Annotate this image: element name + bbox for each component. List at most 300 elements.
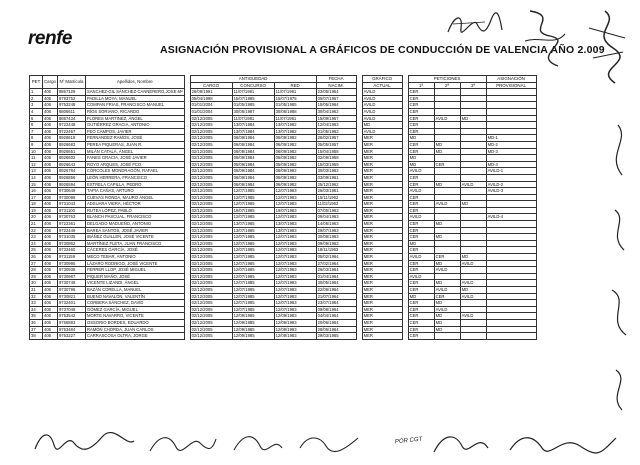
cell-cargo: 406: [43, 201, 58, 208]
signature-top-right-2: [585, 8, 630, 88]
cell-actual: MER: [362, 273, 402, 280]
table-row: [30, 267, 537, 274]
cell-nombre: CÓRCOLES MONDRAGÓN, RAFAEL: [85, 168, 184, 175]
cell-p1: CER: [408, 300, 434, 307]
cell-cargo_d: 02/12/2005: [190, 267, 232, 274]
cell-red: 12/09/1983: [274, 313, 316, 320]
cell-cargo: 406: [43, 273, 58, 280]
cell-nacim: 14/06/1963: [316, 221, 356, 228]
cell-cargo_d: 02/12/2005: [190, 141, 232, 148]
cell-pet: 6: [30, 122, 43, 129]
cell-concurso: 12/07/1985: [232, 293, 274, 300]
cell-concurso: 12/07/1985: [232, 260, 274, 267]
cell-mat: 9753484: [57, 326, 85, 333]
cell-actual: MD: [362, 122, 402, 129]
cell-concurso: 06/09/1984: [232, 181, 274, 188]
cell-p3: [460, 333, 486, 340]
signature-right-margin: [600, 120, 638, 420]
cell-actual: MER: [362, 148, 402, 155]
header-antiguedad: ANTIGUEDAD: [190, 76, 316, 83]
cell-mat: 9730987: [57, 273, 85, 280]
cell-nacim: 23/05/1954: [316, 89, 356, 96]
cell-p1: CER: [408, 234, 434, 241]
cell-p2: AVILD: [434, 306, 460, 313]
cell-cargo_d: 02/12/2005: [190, 260, 232, 267]
cell-p3: [460, 267, 486, 274]
header-cargo-date: CARGO: [190, 82, 232, 89]
cell-nombre: FANES GRACIA, JOSÉ JAVIER: [85, 155, 184, 162]
cell-concurso: 13/07/1984: [232, 128, 274, 135]
cell-p2: MD: [434, 234, 460, 241]
cell-cargo_d: 05/04/1998: [190, 95, 232, 102]
table-row: [30, 254, 537, 261]
cell-p3: [460, 240, 486, 247]
cell-p2: [434, 227, 460, 234]
cell-p2: [434, 214, 460, 221]
cell-asig: [486, 319, 536, 326]
header-nacim: NACIM.: [316, 82, 356, 89]
cell-actual: MER: [362, 254, 402, 261]
cell-p2: [434, 273, 460, 280]
cell-cargo: 406: [43, 207, 58, 214]
table-row: [30, 102, 537, 109]
header-peticion-3: 3ª: [460, 82, 486, 89]
table-row: [30, 333, 537, 340]
cell-p3: [460, 326, 486, 333]
cell-red: 06/09/1982: [274, 141, 316, 148]
cell-concurso: 06/09/1984: [232, 155, 274, 162]
cell-p1: CER: [408, 313, 434, 320]
cell-p2: AVILD: [434, 287, 460, 294]
cell-cargo_d: 02/12/2005: [190, 306, 232, 313]
cell-red: 06/09/1982: [274, 181, 316, 188]
cell-nombre: GUTIÉRREZ GRACIA, ANTONIO: [85, 122, 184, 129]
cell-mat: 8926602: [57, 155, 85, 162]
cell-p1: MD: [408, 240, 434, 247]
cell-p3: [460, 102, 486, 109]
cell-concurso: 12/07/1985: [232, 300, 274, 307]
cell-asig: [486, 300, 536, 307]
cell-cargo_d: 02/12/2005: [190, 273, 232, 280]
cell-p3: [460, 221, 486, 228]
cell-nombre: OSSORIO BORDES, EDUARDO: [85, 319, 184, 326]
table-row: [30, 221, 537, 228]
cell-asig: [486, 201, 536, 208]
table-row: [30, 300, 537, 307]
cell-asig: [486, 326, 536, 333]
header-red: RED: [274, 82, 316, 89]
cell-cargo_d: 02/12/2005: [190, 207, 232, 214]
cell-cargo_d: 01/01/2004: [190, 108, 232, 115]
cell-p3: [460, 227, 486, 234]
cell-red: 12/09/1983: [274, 319, 316, 326]
cell-concurso: 12/07/1985: [232, 214, 274, 221]
table-row: [30, 161, 537, 168]
cell-nacim: 15/03/1959: [316, 161, 356, 168]
cell-pet: 2: [30, 95, 43, 102]
cell-pet: 33: [30, 300, 43, 307]
cell-asig: AVILD-2: [486, 181, 536, 188]
table-row: [30, 128, 537, 135]
cell-red: 12/09/1983: [274, 333, 316, 340]
cell-p2: [434, 108, 460, 115]
cell-mat: 9753227: [57, 333, 85, 340]
cell-p1: CER: [408, 267, 434, 274]
cell-red: 12/07/1983: [274, 306, 316, 313]
cell-concurso: 11/07/1981: [232, 115, 274, 122]
cell-p3: [460, 95, 486, 102]
cell-nombre: CARRASCOSA OLTRA, JORGE: [85, 333, 184, 340]
cell-p3: [460, 135, 486, 142]
cell-nacim: 04/04/1964: [316, 313, 356, 320]
cell-concurso: 12/09/1985: [232, 326, 274, 333]
cell-red: 12/09/1983: [274, 326, 316, 333]
cell-mat: 9731159: [57, 254, 85, 261]
cell-asig: [486, 194, 536, 201]
cell-mat: 9732401: [57, 300, 85, 307]
cell-mat: 9737048: [57, 306, 85, 313]
cell-p3: MD: [460, 115, 486, 122]
cell-concurso: 05/09/1984: [232, 161, 274, 168]
cell-actual: MER: [362, 247, 402, 254]
cell-pet: 18: [30, 201, 43, 208]
cell-p3: AVILD: [460, 280, 486, 287]
cell-asig: [486, 333, 536, 340]
cell-nacim: 01/04/1964: [316, 273, 356, 280]
cell-mat: 8926856: [57, 174, 85, 181]
signature-bottom-left: [30, 425, 220, 457]
cell-actual: MER: [362, 306, 402, 313]
cell-p1: AVILD: [408, 273, 434, 280]
cell-nombre: RUTEA LÓPEZ, PABLO: [85, 207, 184, 214]
cell-cargo_d: 02/12/2005: [190, 161, 232, 168]
cell-p3: [460, 306, 486, 313]
cell-pet: 8: [30, 135, 43, 142]
cell-p1: AVILD: [408, 168, 434, 175]
cell-cargo: 406: [43, 141, 58, 148]
cell-pet: 35: [30, 313, 43, 320]
cell-mat: 9730862: [57, 240, 85, 247]
cell-nacim: 11/02/1963: [316, 201, 356, 208]
cell-cargo_d: 02/12/2005: [190, 128, 232, 135]
cell-red: 12/07/1983: [274, 267, 316, 274]
cell-nacim: 05/07/1957: [316, 95, 356, 102]
cell-p3: [460, 234, 486, 241]
stamp-por-cgt: POR CGT: [394, 436, 423, 446]
cell-mat: 9731100: [57, 207, 85, 214]
cell-pet: 23: [30, 234, 43, 241]
table-row: [30, 108, 537, 115]
cell-p1: CER: [408, 108, 434, 115]
cell-p2: [434, 128, 460, 135]
cell-p2: [434, 247, 460, 254]
cell-p3: [460, 148, 486, 155]
cell-p2: [434, 333, 460, 340]
cell-nombre: SANCHEZ-GIL SÁNCHEZ-CANNERERO,JOSE Mª: [86, 89, 183, 95]
cell-nacim: 02/09/1958: [316, 155, 356, 162]
header-asignacion: ASIGNACIÓN: [486, 76, 536, 83]
cell-concurso: 12/07/1985: [232, 247, 274, 254]
cell-red: 12/07/1983: [274, 293, 316, 300]
cell-cargo_d: 02/12/2005: [190, 333, 232, 340]
cell-pet: 32: [30, 293, 43, 300]
cell-concurso: 13/07/1984: [232, 122, 274, 129]
cell-p2: MD: [434, 260, 460, 267]
table-row: [30, 247, 537, 254]
cell-cargo: 406: [43, 333, 58, 340]
cell-cargo_d: 02/12/2005: [190, 115, 232, 122]
table-row: [30, 194, 537, 201]
cell-cargo_d: 02/12/2005: [190, 247, 232, 254]
cell-asig: [486, 306, 536, 313]
cell-actual: MER: [362, 287, 402, 294]
cell-concurso: 12/09/1985: [232, 313, 274, 320]
cell-pet: 16: [30, 188, 43, 195]
cell-cargo: 406: [43, 148, 58, 155]
cell-mat: 9730649: [57, 188, 85, 195]
cell-red: 12/07/1983: [274, 240, 316, 247]
cell-concurso: 12/07/1985: [232, 194, 274, 201]
cell-nombre: FERNANDEZ RAMOS, JOSÉ: [85, 135, 184, 142]
cell-asig: MD-2: [486, 141, 536, 148]
cell-p3: AVILD: [460, 293, 486, 300]
cell-asig: [486, 108, 536, 115]
cell-mat: 9731035: [57, 234, 85, 241]
signature-bottom-center: [230, 428, 370, 458]
cell-p2: MD: [434, 326, 460, 333]
cell-actual: MER: [362, 293, 402, 300]
cell-p1: CER: [408, 260, 434, 267]
cell-p2: CER: [434, 254, 460, 261]
cell-concurso: 12/07/1985: [232, 201, 274, 208]
cell-p1: CER: [408, 227, 434, 234]
table-row: [30, 234, 537, 241]
cell-pet: 34: [30, 306, 43, 313]
cell-asig: [486, 115, 536, 122]
cell-red: 13/07/1982: [274, 128, 316, 135]
cell-nombre: MECO TEBAR, ANTONIO: [85, 254, 184, 261]
cell-p2: [434, 207, 460, 214]
cell-nacim: 15/05/1964: [316, 102, 356, 109]
cell-p1: CER: [408, 247, 434, 254]
cell-p3: [460, 273, 486, 280]
cell-p3: MD: [460, 201, 486, 208]
cell-mat: 9753248: [57, 102, 85, 109]
cell-p1: CER: [408, 201, 434, 208]
cell-cargo: 406: [43, 108, 58, 115]
cell-concurso: 06/09/1984: [232, 141, 274, 148]
cell-nacim: 26/03/1961: [316, 188, 356, 195]
cell-red: 06/09/1982: [274, 174, 316, 181]
cell-actual: MER: [362, 201, 402, 208]
cell-p2: [434, 174, 460, 181]
cell-cargo_d: 02/12/2005: [190, 313, 232, 320]
cell-p2: CER: [434, 161, 460, 168]
cell-actual: MER: [362, 267, 402, 274]
cell-red: 12/07/1983: [274, 214, 316, 221]
cell-p1: CER: [408, 194, 434, 201]
cell-actual: MER: [362, 333, 402, 340]
cell-nacim: 25/12/1962: [316, 181, 356, 188]
cell-nacim: 12/04/1963: [316, 122, 356, 129]
cell-mat: 8926643: [57, 161, 85, 168]
cell-nombre: PEREA PIQUERAS, JUAN R.: [85, 141, 184, 148]
cell-p3: [460, 174, 486, 181]
cell-pet: 22: [30, 227, 43, 234]
table-row: [30, 155, 537, 162]
header-peticion-1: 1ª: [408, 82, 434, 89]
cell-asig: [486, 254, 536, 261]
cell-p1: CER: [408, 141, 434, 148]
cell-p2: [434, 95, 460, 102]
signature-bottom-right: [430, 426, 620, 460]
cell-p2: MD: [434, 319, 460, 326]
cell-cargo_d: 26/09/1991: [190, 89, 232, 96]
cell-nacim: 26/03/1964: [316, 267, 356, 274]
cell-nombre: CUEVAS RONDA, MAURO ÁNGEL: [85, 194, 184, 201]
cell-asig: [486, 221, 536, 228]
cell-mat: 9756883: [57, 319, 85, 326]
cell-p3: [460, 161, 486, 168]
header-matricula: Nº Matrícula: [57, 76, 85, 89]
cell-cargo_d: 02/12/2005: [190, 135, 232, 142]
cell-nacim: 21/07/1964: [316, 293, 356, 300]
header-peticion-2: 2ª: [434, 82, 460, 89]
cell-concurso: 06/09/1984: [232, 168, 274, 175]
table-row: [30, 188, 537, 195]
cell-pet: 5: [30, 115, 43, 122]
cell-p3: AVILD: [460, 181, 486, 188]
cell-cargo: 406: [43, 313, 58, 320]
cell-nacim: 15/04/1958: [316, 148, 356, 155]
cell-cargo: 406: [43, 194, 58, 201]
cell-nacim: 29/07/1963: [316, 227, 356, 234]
cell-nacim: 30/05/1964: [316, 280, 356, 287]
cell-cargo: 406: [43, 214, 58, 221]
cell-mat: 8926651: [57, 148, 85, 155]
cell-nombre: ROYO ARQUES, JOSÉ FCO.: [85, 161, 184, 168]
cell-cargo_d: 02/12/2005: [190, 181, 232, 188]
cell-concurso: 12/07/1985: [232, 234, 274, 241]
cell-p3: [460, 214, 486, 221]
cell-concurso: 12/09/1985: [232, 333, 274, 340]
cell-nombre: MORTE NAVARRO, VICENTE: [85, 313, 184, 320]
cell-pet: 9: [30, 141, 43, 148]
cell-pet: 3: [30, 102, 43, 109]
cell-p1: MD: [408, 155, 434, 162]
cell-actual: MER: [362, 326, 402, 333]
cell-p3: AVILD: [460, 260, 486, 267]
cell-p1: AVILD: [408, 188, 434, 195]
cell-actual: MER: [362, 300, 402, 307]
cell-cargo: 406: [43, 280, 58, 287]
cell-mat: 9733460: [57, 247, 85, 254]
cell-actual: AVILD: [362, 95, 402, 102]
cell-p1: CER: [408, 115, 434, 122]
cell-cargo: 406: [43, 221, 58, 228]
cell-concurso: 12/07/1985: [232, 188, 274, 195]
cell-asig: [486, 260, 536, 267]
header-peticiones: PETICIONES: [408, 76, 486, 83]
cell-mat: 9730748: [57, 280, 85, 287]
cell-mat: 8926594: [57, 181, 85, 188]
cell-nombre: RAMÓN CHORDA, JUAN CARLOS: [85, 326, 184, 333]
cell-nombre: BAREA SANTOS, JOSÉ JAVIER: [85, 227, 184, 234]
cell-cargo: 406: [43, 122, 58, 129]
cell-p1: AVILD: [408, 254, 434, 261]
cell-nacim: 27/02/1964: [316, 260, 356, 267]
cell-concurso: 11/07/1981: [232, 89, 274, 96]
cell-cargo_d: 02/12/2005: [190, 155, 232, 162]
cell-cargo: 406: [43, 319, 58, 326]
cell-nacim: 05/02/1964: [316, 254, 356, 261]
cell-concurso: 06/09/1984: [232, 174, 274, 181]
cell-p1: MD: [408, 135, 434, 142]
cell-nombre: BLANCH PASCUAL, FRANCISCO: [85, 214, 184, 221]
cell-cargo: 406: [43, 234, 58, 241]
cell-pet: 24: [30, 240, 43, 247]
cell-cargo_d: 02/12/2005: [190, 221, 232, 228]
cell-nacim: 03/09/1961: [316, 174, 356, 181]
cell-nacim: 20/06/1964: [316, 319, 356, 326]
cell-nombre: IBÁÑEZ GUILLEN, JOSÉ VICENTE: [85, 234, 184, 241]
cell-p3: [460, 207, 486, 214]
renfe-logo: renfe: [28, 28, 72, 49]
cell-nombre: COMPAN FRIAS, FRANCISCO MANUEL: [85, 102, 184, 109]
cell-cargo_d: 02/12/2005: [190, 201, 232, 208]
cell-nombre: ADSUARA VIERA, HÉCTOR: [85, 201, 184, 208]
table-row: [30, 326, 537, 333]
cell-cargo_d: 02/12/2005: [190, 287, 232, 294]
cell-p1: CER: [408, 221, 434, 228]
cell-cargo: 406: [43, 174, 58, 181]
cell-nombre: FLORES MARTINEZ, ÁNGEL: [85, 115, 184, 122]
cell-p3: [460, 155, 486, 162]
cell-red: 12/07/1983: [274, 300, 316, 307]
cell-actual: MER: [362, 313, 402, 320]
cell-cargo_d: 02/12/2005: [190, 214, 232, 221]
cell-pet: 21: [30, 221, 43, 228]
cell-nacim: 23/07/1964: [316, 300, 356, 307]
cell-nombre: PIQUER MAÑO, JOSÉ: [85, 273, 184, 280]
cell-asig: MD-3: [486, 148, 536, 155]
cell-red: 12/07/1983: [274, 273, 316, 280]
cell-pet: 12: [30, 161, 43, 168]
cell-cargo_d: 02/12/2005: [190, 148, 232, 155]
cell-p3: AVILD: [460, 313, 486, 320]
cell-actual: AVILD: [362, 89, 402, 96]
cell-cargo_d: 02/12/2005: [190, 122, 232, 129]
cell-asig: [486, 207, 536, 214]
cell-pet: 19: [30, 207, 43, 214]
table-row: [30, 287, 537, 294]
cell-mat: 9730096: [57, 194, 85, 201]
cell-p2: AVILD: [434, 267, 460, 274]
cell-actual: MER: [362, 135, 402, 142]
cell-cargo: 406: [43, 102, 58, 109]
cell-asig: [486, 122, 536, 129]
cell-red: 19/07/1983: [274, 207, 316, 214]
cell-nombre: MILÁN CATALÁ, ÁNGEL: [85, 148, 184, 155]
cell-mat: 9730796: [57, 287, 85, 294]
cell-actual: MER: [362, 221, 402, 228]
cell-mat: 9730763: [57, 214, 85, 221]
cell-mat: 9722448: [57, 122, 85, 129]
cell-nombre: FERRER LLOP, JOSÉ MIGUEL: [85, 267, 184, 274]
table-row: [30, 240, 537, 247]
cell-pet: 11: [30, 155, 43, 162]
header-concurso: CONCURSO: [232, 82, 274, 89]
